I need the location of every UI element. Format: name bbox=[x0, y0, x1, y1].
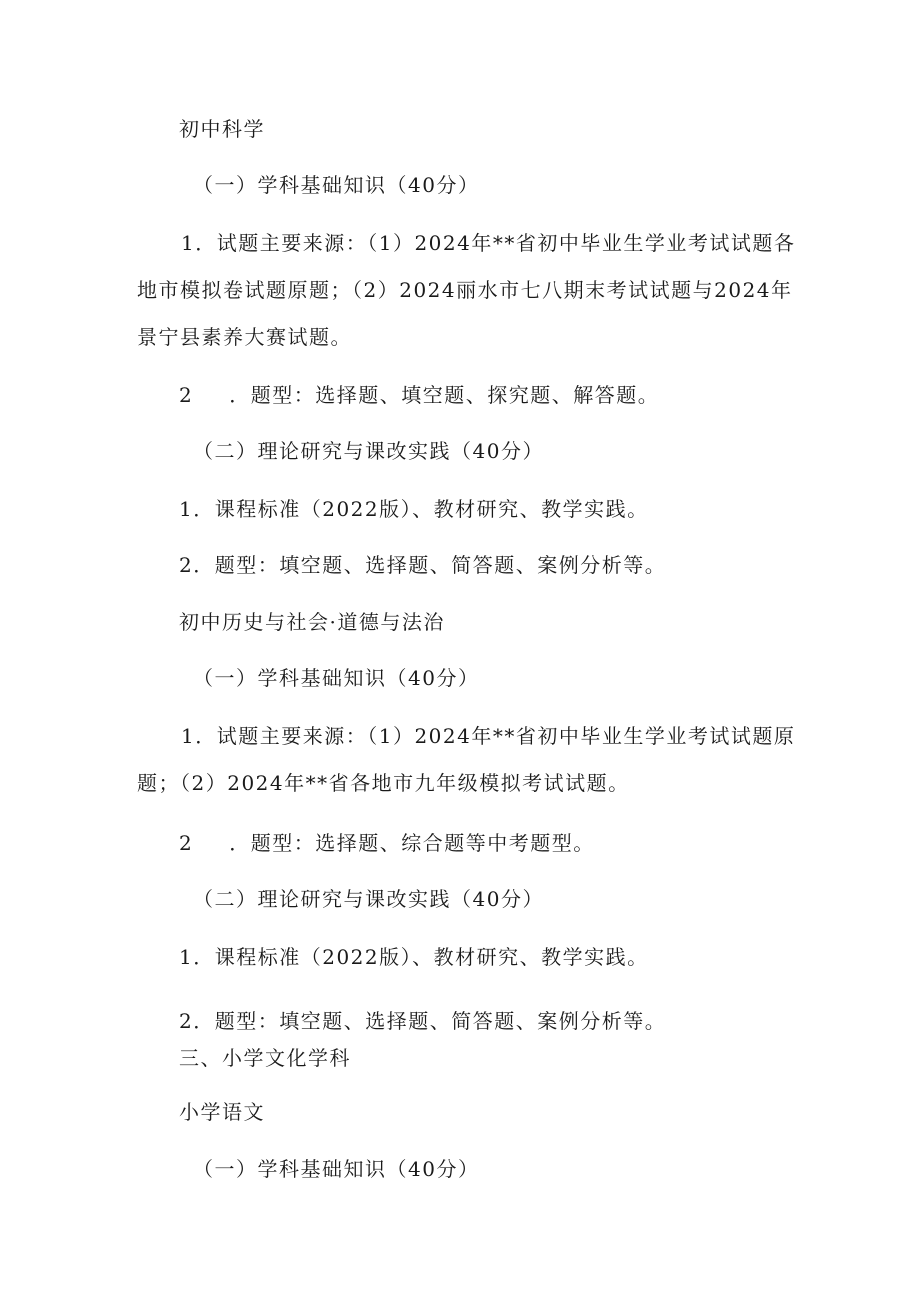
paragraph-line: 题；（2）2024年**省各地市九年级模拟考试试题。 bbox=[137, 771, 630, 795]
source-paragraph bbox=[137, 721, 795, 815]
group-title: （二）理论研究与课改实践（40分） bbox=[193, 887, 544, 911]
section-heading: 小学语文 bbox=[179, 1100, 265, 1124]
part-title: 三、小学文化学科 bbox=[179, 1046, 351, 1070]
section-heading: 初中科学 bbox=[179, 117, 265, 141]
paragraph-line: 1．试题主要来源：（1）2024年**省初中毕业生学业考试试题各 bbox=[181, 231, 796, 255]
group-title: （一）学科基础知识（40分） bbox=[193, 173, 480, 197]
list-item bbox=[179, 380, 659, 410]
list-item: 1．课程标准（2022版）、教材研究、教学实践。 bbox=[179, 497, 649, 521]
source-paragraph bbox=[137, 228, 795, 369]
list-item: 2．题型：填空题、选择题、简答题、案例分析等。 bbox=[179, 1009, 667, 1033]
item-number: 2 bbox=[179, 831, 194, 855]
section-heading: 初中历史与社会·道德与法治 bbox=[179, 610, 445, 634]
item-text: ．题型：选择题、综合题等中考题型。 bbox=[229, 831, 595, 855]
group-title: （二）理论研究与课改实践（40分） bbox=[193, 439, 544, 463]
item-number: 2 bbox=[179, 383, 194, 407]
paragraph-line: 地市模拟卷试题原题；（2）2024丽水市七八期末考试试题与2024年 bbox=[137, 278, 793, 302]
item-text: ．题型：选择题、填空题、探究题、解答题。 bbox=[229, 383, 660, 407]
list-item: 2．题型：填空题、选择题、简答题、案例分析等。 bbox=[179, 553, 667, 577]
group-title: （一）学科基础知识（40分） bbox=[193, 666, 480, 690]
paragraph-line: 1．试题主要来源：（1）2024年**省初中毕业生学业考试试题原 bbox=[181, 724, 796, 748]
group-title: （一）学科基础知识（40分） bbox=[193, 1157, 480, 1181]
list-item: 1．课程标准（2022版）、教材研究、教学实践。 bbox=[179, 945, 649, 969]
paragraph-line: 景宁县素养大赛试题。 bbox=[137, 325, 352, 349]
list-item bbox=[179, 828, 595, 858]
